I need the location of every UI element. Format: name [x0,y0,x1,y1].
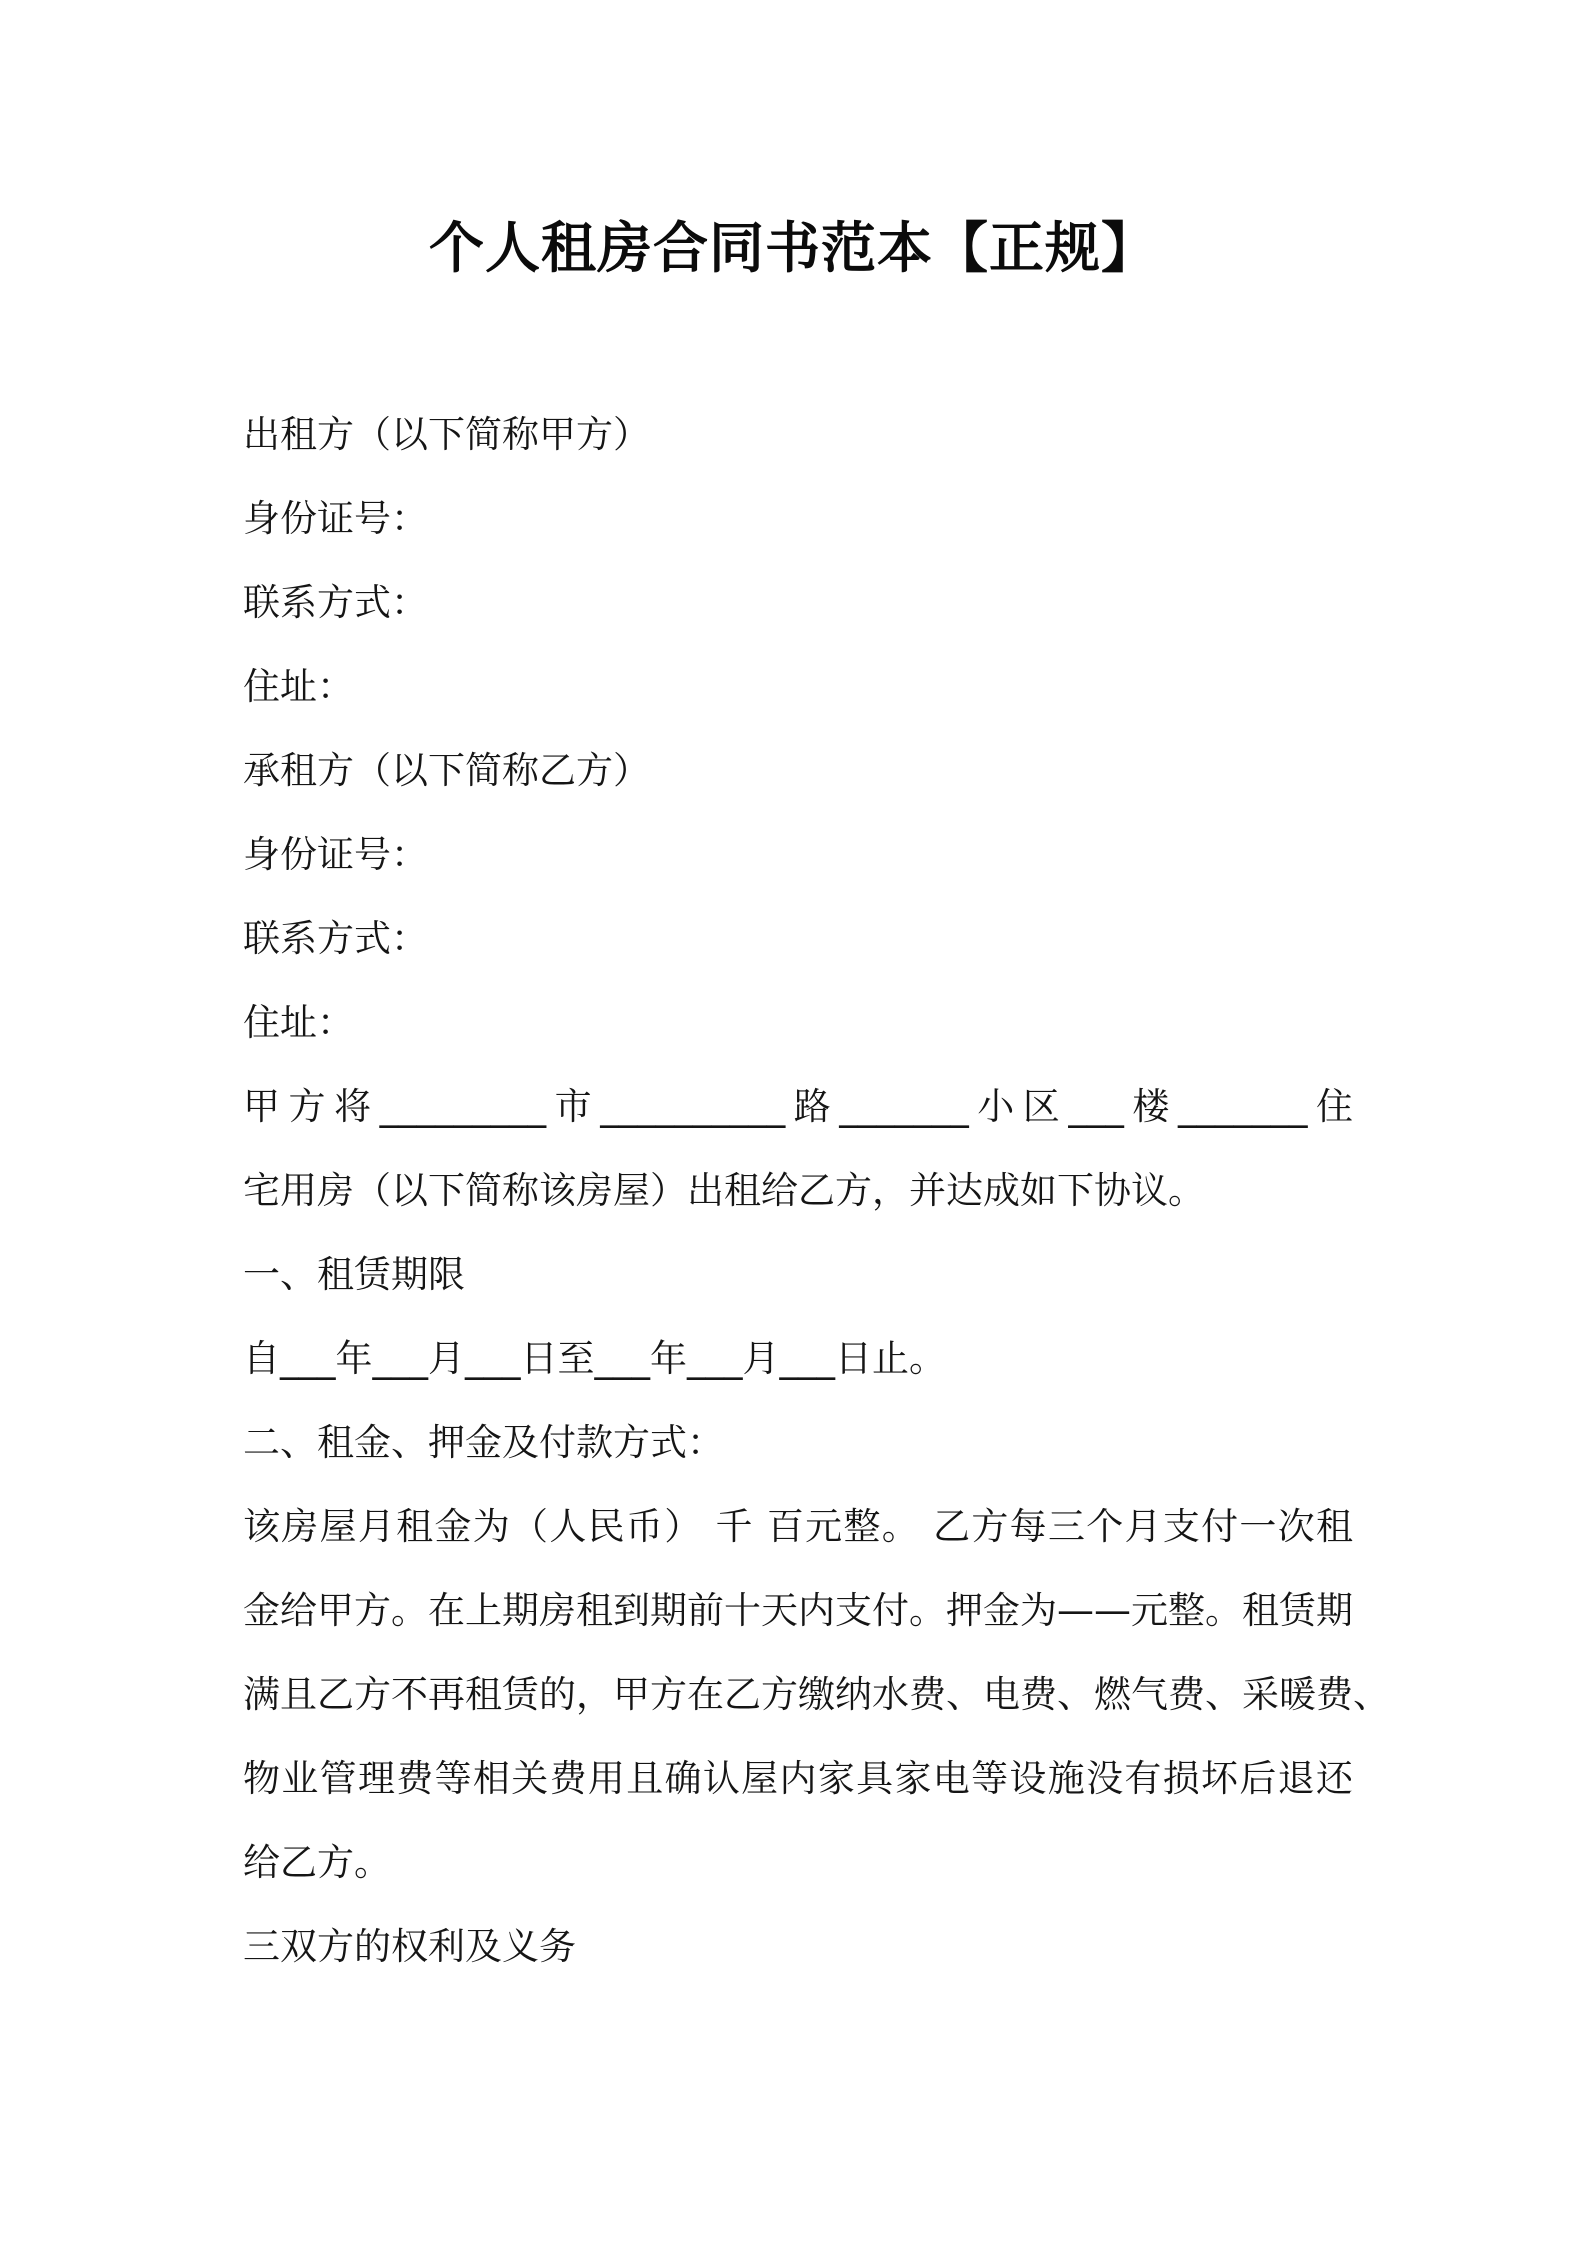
lessor-contact-label: 联系方式： [243,581,428,624]
section-heading-rights-obligations: 三双方的权利及义务 [243,1925,576,1968]
section-heading-lease-term: 一、租赁期限 [243,1253,465,1296]
property-clause-line-2: 宅用房（以下简称该房屋）出租给乙方，并达成如下协议。 [243,1169,1205,1212]
lease-term-dates: 自___年___月___日至___年___月___日止。 [243,1337,946,1380]
lessee-contact-label: 联系方式： [243,917,428,960]
lessee-address-label: 住址： [243,1001,354,1044]
rent-clause-line-5: 给乙方。 [243,1841,391,1884]
lessor-id-label: 身份证号： [243,497,428,540]
document-title: 个人租房合同书范本【正规】 [428,216,1157,280]
rent-clause-line-3: 满且乙方不再租赁的，甲方在乙方缴纳水费、电费、燃气费、采暖费、 [243,1673,1390,1716]
lessee-heading: 承租方（以下简称乙方） [243,749,650,792]
section-heading-rent-deposit: 二、租金、押金及付款方式： [243,1421,724,1464]
lessor-heading: 出租方（以下简称甲方） [243,413,650,456]
rent-clause-line-1: 该房屋月租金为（人民币） 千 百元整。 乙方每三个月支付一次租 [243,1505,1353,1548]
rent-clause-line-4: 物业管理费等相关费用且确认屋内家具家电等设施没有损坏后退还 [243,1757,1353,1800]
lessor-address-label: 住址： [243,665,354,708]
lessee-id-label: 身份证号： [243,833,428,876]
rent-clause-line-2: 金给甲方。在上期房租到期前十天内支付。押金为——元整。租赁期 [243,1589,1353,1632]
property-clause-line-1: 甲方将_________市__________路_______小区___楼_______住 [243,1085,1353,1128]
